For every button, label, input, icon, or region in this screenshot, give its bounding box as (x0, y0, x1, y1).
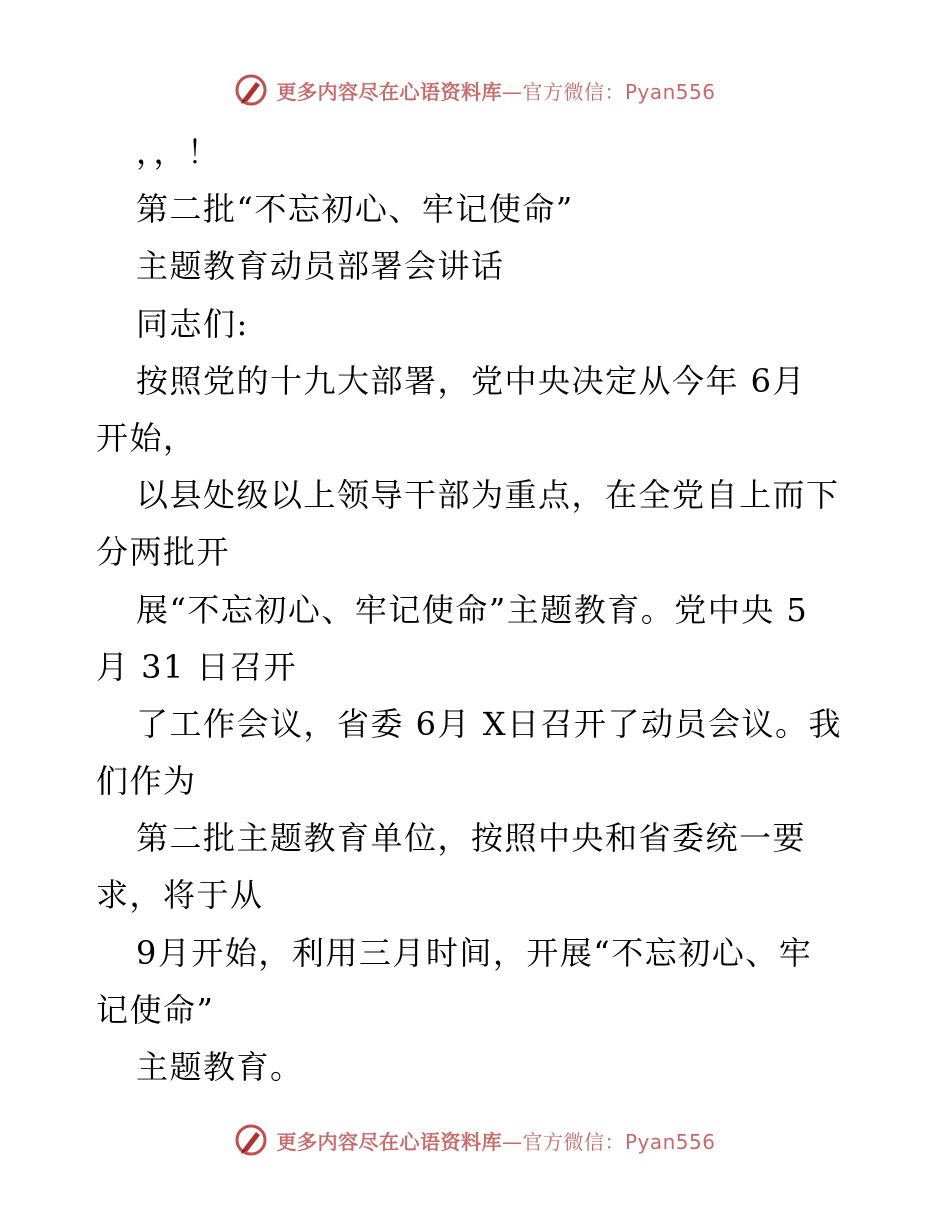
text-line: 开始， (96, 418, 197, 457)
text-line: 按照党的十九大部署，党中央决定从今年 6月 (136, 361, 807, 400)
footer-watermark (0, 1120, 950, 1160)
text-line: ，，！ (136, 133, 221, 171)
document-body (96, 124, 866, 1096)
text-line: 第二批主题教育单位，按照中央和省委统一要 (136, 819, 807, 858)
text-line: 记使命” (96, 990, 215, 1029)
document-title: 第二批“不忘初心、牢记使命” (136, 190, 574, 229)
text-line: 9月开始，利用三月时间，开展“不忘初心、牢 (136, 933, 813, 972)
text-line: 展“不忘初心、牢记使命”主题教育。党中央 5 (136, 590, 809, 629)
text-line: 们作为 (96, 762, 197, 801)
watermark-text: 更多内容尽在心语资料库—官方微信：Pyan556 (276, 1129, 716, 1154)
pen-logo-icon (234, 1123, 268, 1157)
header-watermark (0, 70, 950, 110)
text-line: 以县处级以上领导干部为重点，在全党自上而下 (136, 476, 840, 515)
document-subtitle: 主题教育动员部署会讲话 (136, 247, 505, 286)
pen-logo-icon (234, 73, 268, 107)
salutation: 同志们: (136, 304, 249, 343)
text-line: 主题教育。 (136, 1048, 304, 1086)
text-line: 月 31 日召开 (96, 647, 298, 686)
text-line: 了工作会议，省委 6月 X日召开了动员会议。我 (136, 704, 842, 743)
text-line: 求，将于从 (96, 876, 264, 915)
text-line: 分两批开 (96, 533, 231, 572)
watermark-text: 更多内容尽在心语资料库—官方微信：Pyan556 (276, 79, 716, 104)
